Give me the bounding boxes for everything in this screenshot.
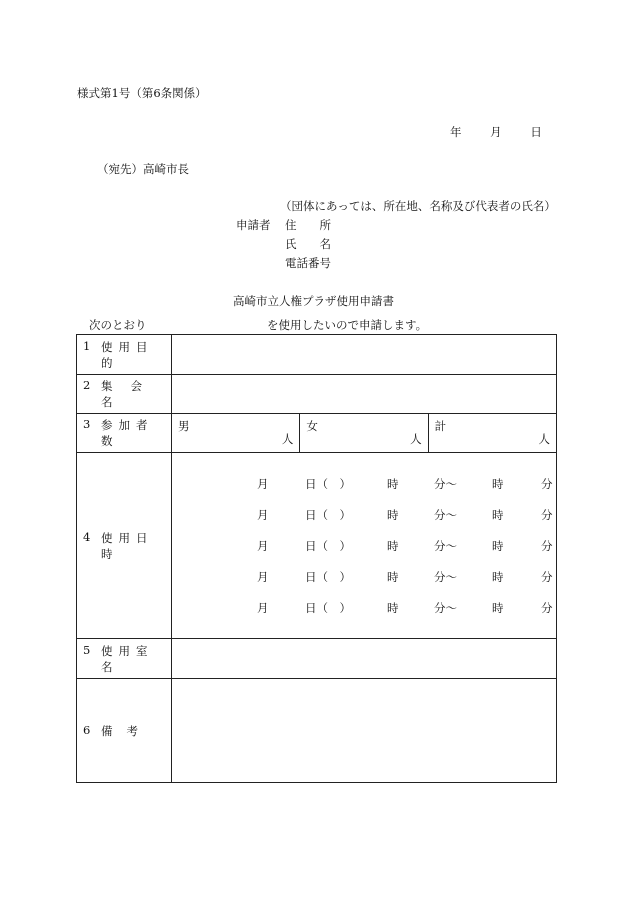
meeting-label: 2 集会名 [83, 378, 160, 409]
datetime-line[interactable]: 月 日（ ） 時 分〜 時 分 [257, 477, 553, 491]
document-title: 高崎市立人権プラザ使用申請書 [233, 294, 394, 308]
room-field[interactable] [172, 639, 557, 679]
intro-left: 次のとおり [89, 318, 147, 332]
meeting-row [77, 375, 557, 414]
remarks-row [77, 679, 557, 783]
day-label: 日 [530, 125, 542, 139]
datetime-field[interactable] [172, 453, 557, 639]
male-unit: 人 [281, 432, 294, 446]
datetime-row [77, 453, 557, 639]
date-line [450, 124, 542, 140]
male-count-field[interactable] [172, 414, 300, 453]
female-count-field[interactable] [300, 414, 428, 453]
month-label: 月 [490, 125, 502, 139]
total-count-field[interactable] [428, 414, 556, 453]
room-row [77, 639, 557, 679]
meeting-field[interactable] [172, 375, 557, 414]
datetime-line[interactable]: 月 日（ ） 時 分〜 時 分 [257, 601, 553, 615]
intro-right: を使用したいので申請します。 [267, 318, 428, 332]
form-number: 様式第1号（第6条関係） [77, 86, 207, 100]
datetime-label: 4 使用日時 [83, 529, 154, 561]
datetime-line[interactable]: 月 日（ ） 時 分〜 時 分 [257, 539, 553, 553]
female-label: 女 [306, 419, 318, 433]
male-label: 男 [178, 419, 190, 433]
applicant-name-label: 氏 名 [285, 237, 331, 251]
attendees-label: 3 参加者数 [83, 417, 154, 448]
purpose-label-text: 使用目的 [101, 339, 154, 370]
remarks-field[interactable] [172, 679, 557, 783]
female-unit: 人 [410, 432, 422, 446]
datetime-lines [172, 468, 556, 623]
applicant-phone-label: 電話番号 [285, 256, 331, 270]
room-label: 5 使用室名 [83, 642, 154, 674]
application-table [76, 334, 557, 783]
applicant-address-label: 住 所 [285, 218, 331, 232]
applicant-note: （団体にあっては、所在地、名称及び代表者の氏名） [280, 199, 556, 213]
purpose-row [77, 335, 557, 375]
total-label: 計 [434, 419, 447, 433]
year-label: 年 [450, 125, 462, 139]
datetime-line[interactable]: 月 日（ ） 時 分〜 時 分 [257, 570, 553, 584]
total-unit: 人 [538, 432, 550, 446]
addressee: （宛先）高崎市長 [97, 162, 189, 176]
attendees-row [77, 414, 557, 453]
datetime-line[interactable]: 月 日（ ） 時 分〜 時 分 [257, 508, 553, 522]
purpose-label: 1 使用目的 [83, 339, 165, 371]
applicant-label: 申請者 [236, 218, 271, 232]
remarks-label: 6 備考 [83, 722, 152, 738]
purpose-field[interactable] [172, 335, 557, 375]
